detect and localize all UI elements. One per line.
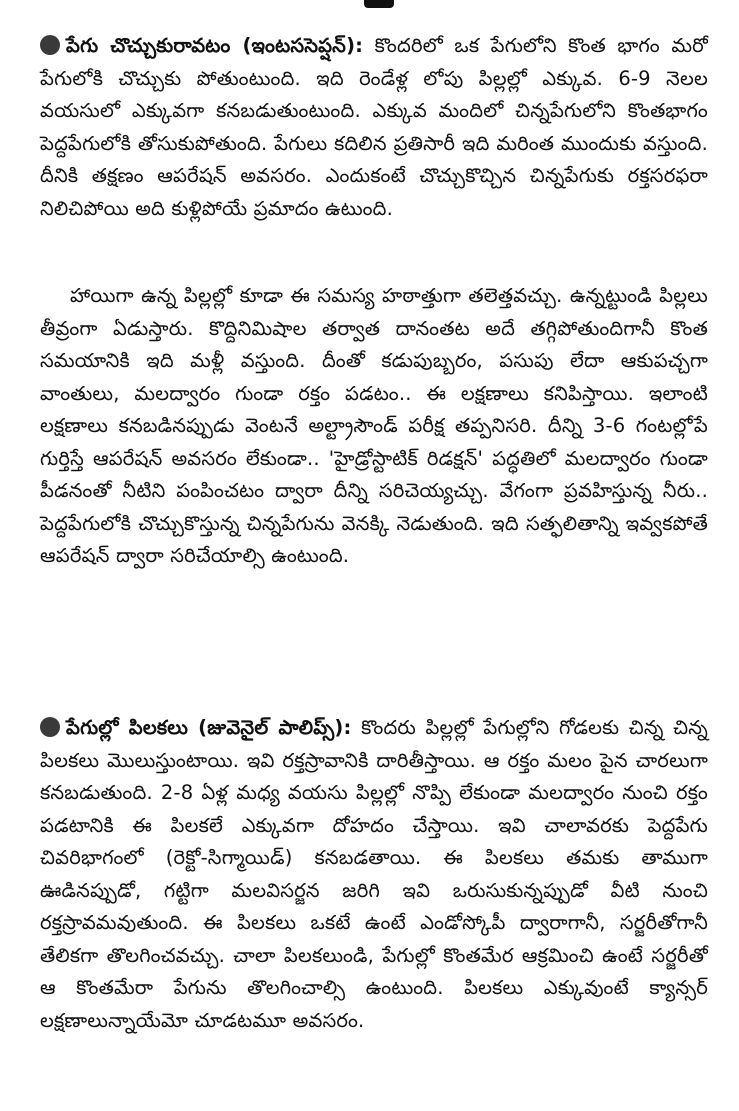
section-2-text-1: కొందరు పిల్లల్లో పేగుల్లోని గోడలకు చిన్న చిన్న పిలకలు మొలుస్తుంటాయి. ఇవి రక్తస్రావానికి దారితీస్తాయి. ఆ రక్తం మలం పైన చారలుగా కనబడుతుంది. 2-8 ఏళ్ల మధ్య వయసు పిల్లల్లో నొప్పి లేకుండా మలద్వారం నుంచి రక్తం పడటానికి ఈ పిలకలే ఎక్కువగా దోహదం చేస్తాయి. ఇవి చాలావరకు పెద్దపేగు చివరిభాగంలో (రెక్టో-సిగ్మాయిడ్) కనబడతాయి. ఈ పిలకలు తమకు తాముగా ఊడినప్పుడో, గట్టిగా మలవిసర్జన జరిగి ఇవి ఒరుసుకున్నప్పుడో వీటి నుంచి రక్తస్రావమవుతుంది. ఈ పిలకలు ఒకటే ఉంటే ఎండోస్కోపీ ద్వారాగానీ, సర్జరీతోగానీ తేలికగా తొలగించవచ్చు. చాలా పిలకలుండి, పేగుల్లో కొంతమేర ఆక్రమించి ఉంటే సర్జరీతో ఆ కొంతమేరా పేగును తొలగించాల్సి ఉంటుంది. పిలకలు ఎక్కువుంటే క్యాన్సర్ లక్షణాలున్నాయేమో చూడటమూ అవసరం. — [40, 716, 708, 1032]
section-intussusception — [40, 30, 708, 225]
section-2-heading: పేగుల్లో పిలకలు (జువెనైల్ పాలిప్స్): — [66, 716, 352, 739]
top-edge-mark — [364, 0, 394, 8]
bullet-icon — [40, 35, 60, 55]
section-juvenile-polyps — [40, 712, 708, 1037]
section-1-paragraph-2: హాయిగా ఉన్న పిల్లల్లో కూడా ఈ సమస్య హఠాత్తుగా తలెత్తవచ్చు. ఉన్నట్టుండి పిల్లలు తీవ్రంగా ఏడుస్తారు. కొద్దినిమిషాల తర్వాత దానంతట అదే తగ్గిపోతుందిగానీ కొంత సమయానికి ఇది మళ్లీ వస్తుంది. దీంతో కడుపుబ్బరం, పసుపు లేదా ఆకుపచ్చగా వాంతులు, మలద్వారం గుండా రక్తం పడటం.. ఈ లక్షణాలు కనిపిస్తాయి. ఇలాంటి లక్షణాలు కనబడినప్పుడు వెంటనే అల్ట్రాసౌండ్ పరీక్ష తప్పనిసరి. దీన్ని 3-6 గంటల్లోపే గుర్తిస్తే ఆపరేషన్ అవసరం లేకుండా.. 'హైడ్రోస్టాటిక్ రిడక్షన్' పద్ధతిలో మలద్వారం గుండా పీడనంతో నీటిని పంపించటం ద్వారా దీన్ని సరిచెయ్యచ్చు. వేగంగా ప్రవహిస్తున్న నీరు.. పెద్దపేగులోకి చొచ్చుకొస్తున్న చిన్నపేగును వెనక్కి నెడుతుంది. ఇది సత్ఫలితాన్ని ఇవ్వకపోతే ఆపరేషన్ ద్వారా సరిచేయాల్సి ఉంటుంది. — [40, 284, 708, 567]
section-1-text-1: కొందరిలో ఒక పేగులోని కొంత భాగం మరో పేగులోకి చొచ్చుకు పోతుంటుంది. ఇది రెండేళ్ల లోపు పిల్లల్లో ఎక్కువ. 6-9 నెలల వయసులో ఎక్కువగా కనబడుతుంటుంది. ఎక్కువ మందిలో చిన్నపేగులోని కొంతభాగం పెద్దపేగులోకి తోసుకుపోతుంది. పేగులు కదిలిన ప్రతిసారీ ఇది మరింత ముందుకు వస్తుంది. దీనికి తక్షణం ఆపరేషన్ అవసరం. ఎందుకంటే చొచ్చుకొచ్చిన చిన్నపేగుకు రక్తసరఫరా నిలిచిపోయి అది కుళ్లిపోయే ప్రమాదం ఉటుంది. — [40, 34, 709, 220]
section-intussusception-continued — [40, 280, 708, 573]
section-1-paragraph-1 — [40, 30, 708, 225]
section-2-paragraph-1 — [40, 712, 708, 1037]
section-1-heading: పేగు చొచ్చుకురావటం (ఇంటససెప్షన్): — [66, 34, 364, 57]
bullet-icon — [40, 717, 60, 737]
